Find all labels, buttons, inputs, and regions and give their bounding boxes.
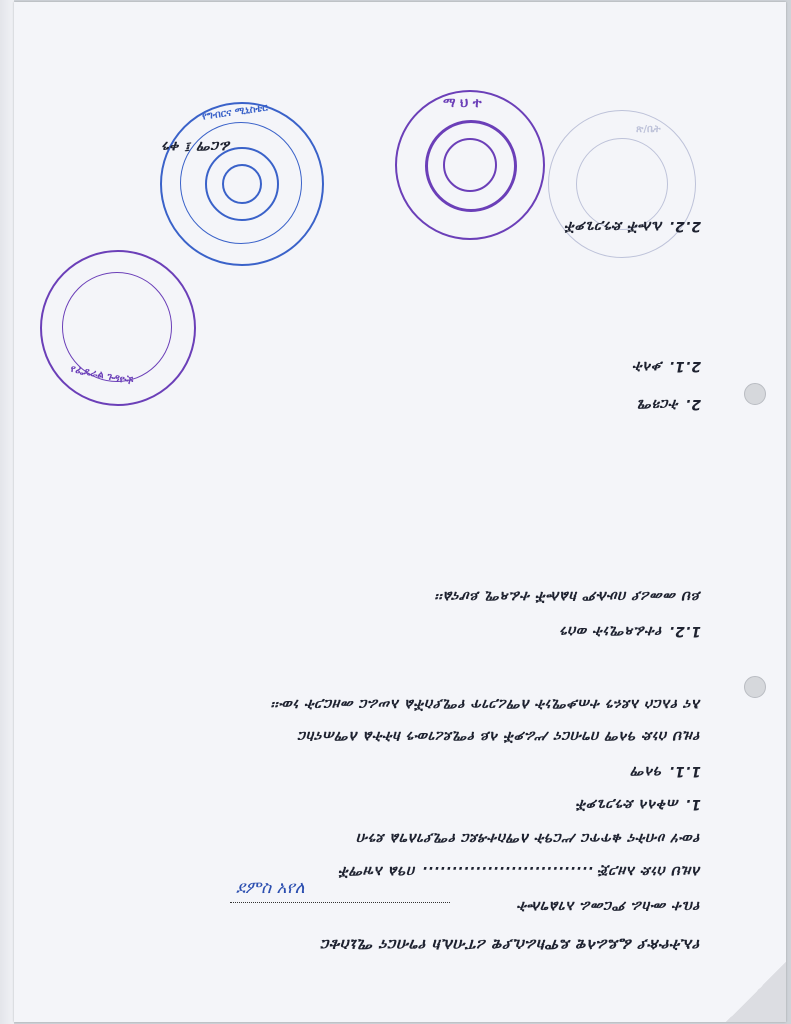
faint-stamp-text: ጽ/ቤት [636,124,661,135]
section-heading-2-2: 2.2. ሌሎች ድንጋጌዎች [565,218,701,234]
section-heading-1: 1. ጠቅላላ ድንጋጌዎች [576,796,701,812]
section-heading-2-1: 2.1. ቃላት [633,358,701,374]
section-heading-1-1: 1.1. ዓላማ [631,763,701,779]
doc-line-6: ይህ መመሪያ በሁሉም ክልሎች ተፈጻሚ ይሆናል፡፡ [435,588,701,604]
doc-line-4: የዚህ ሰነድ ዓላማ በግብርና ሥራዎች ላይ የሚደረገውን ክትትል ለማጠናከር [298,728,701,744]
purple-stamp-left-text: የፌዴራል ጉዳዮች [69,363,135,388]
document-title: የኢትዮጵያ ፌዴራላዊ ዴሞክራሲያዊ ሪፐብሊክ የግብርና ሚኒስቴር [321,936,701,954]
doc-line-2: ለዚህ ሰነድ አዘጋጅ ............................. በዓል አዝማች [339,863,701,879]
handwritten-name: ደምስ አየለ [236,878,305,898]
purple-stamp-text: ማ ህ ተ [443,96,482,111]
section-heading-2: 2. ትርጓሜ [637,396,701,412]
doc-line-1: የቤተ ሙከራ ምርመራ አገልግሎት [517,898,701,914]
blue-stamp-text: የግብርና ሚኒስቴር [201,102,269,123]
section-heading-1-2: 1.2. የተፈጻሚነት ወሰን [560,623,701,639]
dotted-fill-line [230,902,450,903]
doc-line-3: የውሃ ሀብትና ቁጥጥር ሥርዓት ለማስተዳደር የሚያገለግል ደንብ [357,830,701,846]
doc-line-5: እና የአርሶ አደሩን ተጠቃሚነት ለማረጋገጥ የሚያስችል አሠራር መዘርጋት ነው፡፡ [271,696,701,712]
signature-label: ፊርማ ፤ ቀን [162,138,231,154]
